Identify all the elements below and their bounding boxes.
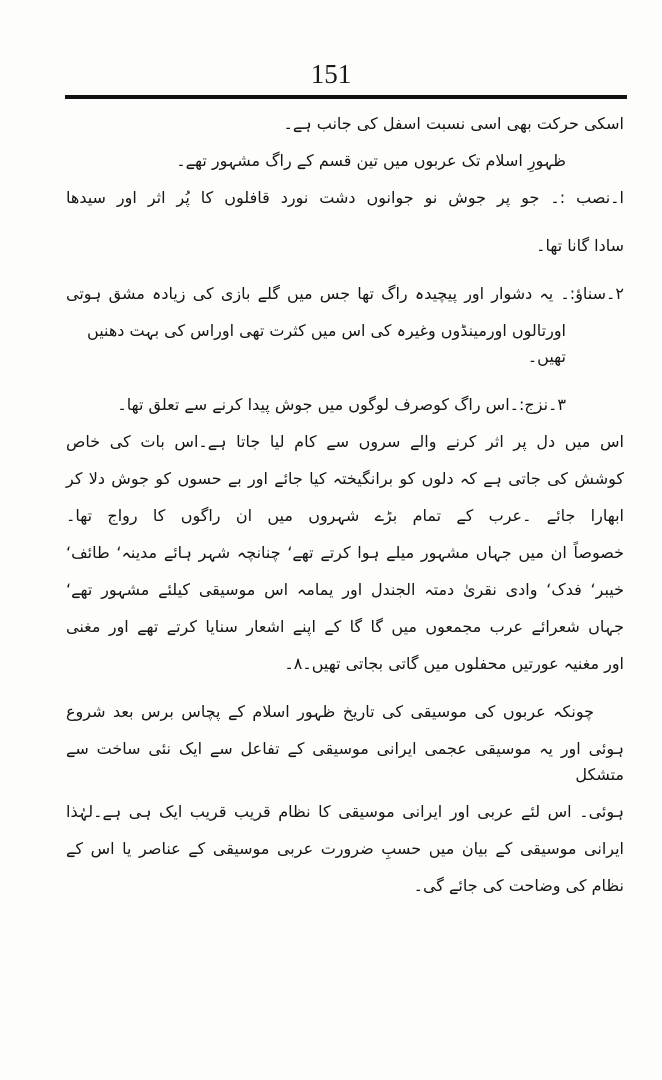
text-line: ایرانی موسیقی کے بیان میں حسبِ ضرورت عربی موسیقی کے عناصر یا اس کے (66, 839, 624, 858)
text-line: ہوئی اور یہ موسیقی عجمی ایرانی موسیقی کے تفاعل سے ایک نئی ساخت سے متشکل (66, 739, 624, 784)
text-line: ظہورِ اسلام تک عربوں میں تین قسم کے راگ مشہور تھے۔ (176, 151, 566, 170)
page-number: 151 (310, 59, 352, 89)
text-line: ہوئی۔ اس لئے عربی اور ایرانی موسیقی کا نظام قریب قریب ایک ہی ہے۔لہٰذا (66, 802, 624, 821)
text-line: ا۔نصب :۔ جو پر جوش نو جوانوں دشت نورد قافلوں کا پُر اثر اور سیدھا (66, 188, 624, 207)
text-line: اسکی حرکت بھی اسی نسبت اسفل کی جانب ہے۔ (283, 114, 624, 133)
header-rule (65, 95, 627, 99)
text-line: اورتالوں اورمینڈوں وغیرہ کی اس میں کثرت تھی اوراس کی بہت دھنیں تھیں۔ (87, 321, 566, 366)
text-line: نظام کی وضاحت کی جائے گی۔ (413, 876, 624, 895)
text-line: ابھارا جائے ۔عرب کے تمام بڑے شہروں میں ان راگوں کا رواج تھا۔ (66, 506, 624, 525)
text-line: خصوصاً ان میں جہاں مشہور میلے ہوا کرتے تھے‘ چنانچہ شہر ہائے مدینہ‘ طائف‘ (66, 543, 624, 562)
text-line: ۲۔سناؤ:۔ یہ دشوار اور پیچیدہ راگ تھا جس میں گلے بازی کی زیادہ مشق ہوتی (66, 284, 624, 303)
text-line: کوشش کی جاتی ہے کہ دلوں کو برانگیختہ کیا جائے اور بے حسوں کو جوش دلا کر (66, 469, 624, 488)
text-line: سادا گانا تھا۔ (536, 236, 624, 255)
page-body (66, 111, 624, 899)
text-line: جہاں شعرائے عرب مجمعوں میں گا گا کے اپنے اشعار سنایا کرتے تھے اور مغنی (66, 617, 624, 636)
text-line: اور مغنیہ عورتیں محفلوں میں گاتی بجاتی تھیں۔۸۔ (284, 654, 624, 673)
text-line: اس میں دل پر اثر کرنے والے سروں سے کام لیا جاتا ہے۔اس بات کی خاص (66, 432, 624, 451)
text-line: ۳۔نزج:۔اس راگ کوصرف لوگوں میں جوش پیدا کرنے سے تعلق تھا۔ (117, 395, 566, 414)
text-line: خیبر‘ فدک‘ وادی نقریٰ دمتہ الجندل اور یمامہ اس موسیقی کیلئے مشہور تھے‘ (66, 580, 624, 599)
text-line: چونکہ عربوں کی موسیقی کی تاریخ ظہور اسلام کے پچاس برس بعد شروع (66, 702, 594, 721)
